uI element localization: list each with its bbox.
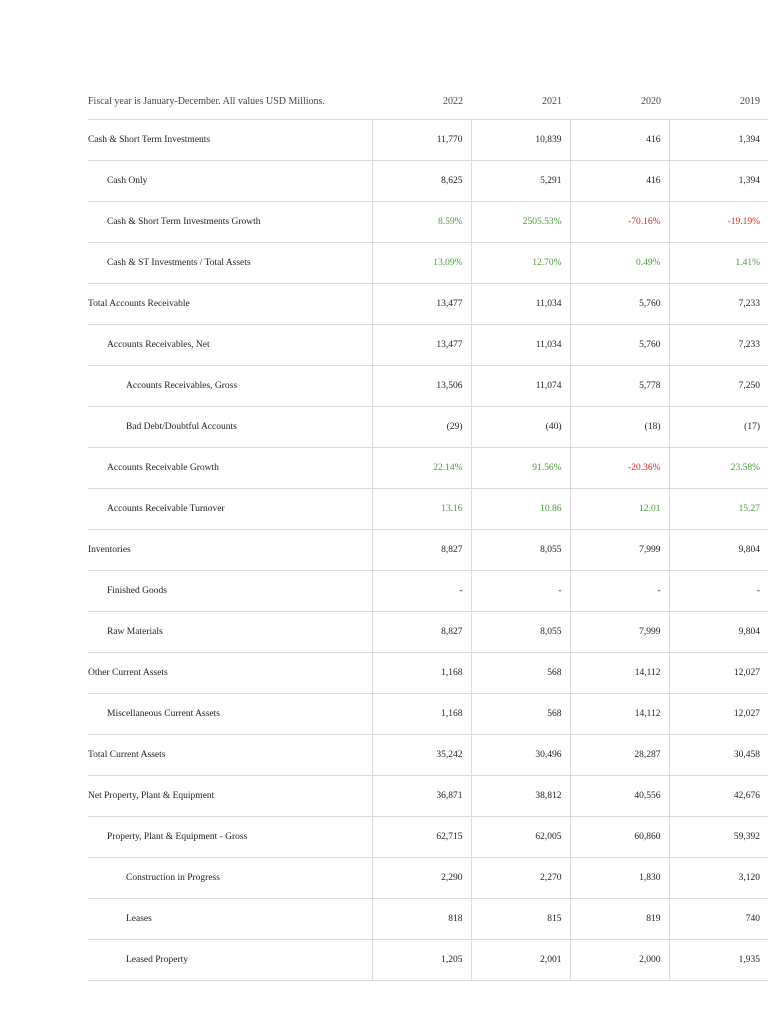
table-row <box>88 161 768 202</box>
value-cell-2020: 5,760 <box>570 325 669 366</box>
value-cell-2022: 13.09% <box>372 243 471 284</box>
value-cell-2022: 13,477 <box>372 325 471 366</box>
row-label: Leases <box>88 899 372 940</box>
value-cell-2020: -70.16% <box>570 202 669 243</box>
row-label: Accounts Receivables, Gross <box>88 366 372 407</box>
value-cell-2020: 5,760 <box>570 284 669 325</box>
table-row <box>88 899 768 940</box>
table-row <box>88 940 768 981</box>
row-label: Leased Property <box>88 940 372 981</box>
value-cell-2020: 416 <box>570 120 669 161</box>
value-cell-2020: 40,556 <box>570 776 669 817</box>
value-cell-2021: 11,034 <box>471 325 570 366</box>
value-cell-2022: 818 <box>372 899 471 940</box>
table-row <box>88 243 768 284</box>
value-cell-2020: 28,287 <box>570 735 669 776</box>
value-cell-2021: 91.56% <box>471 448 570 489</box>
value-cell-2019: - <box>669 571 768 612</box>
row-label: Cash Only <box>88 161 372 202</box>
table-row <box>88 202 768 243</box>
value-cell-2019: 1,394 <box>669 120 768 161</box>
row-label: Raw Materials <box>88 612 372 653</box>
value-cell-2020: 60,860 <box>570 817 669 858</box>
row-label: Bad Debt/Doubtful Accounts <box>88 407 372 448</box>
table-header-row <box>88 84 768 120</box>
value-cell-2021: 11,034 <box>471 284 570 325</box>
value-cell-2019: 23.58% <box>669 448 768 489</box>
value-cell-2021: 10,839 <box>471 120 570 161</box>
value-cell-2021: 30,496 <box>471 735 570 776</box>
value-cell-2020: 0.49% <box>570 243 669 284</box>
value-cell-2021: 38,812 <box>471 776 570 817</box>
row-label: Finished Goods <box>88 571 372 612</box>
value-cell-2020: 12.01 <box>570 489 669 530</box>
value-cell-2022: 8,625 <box>372 161 471 202</box>
row-label: Cash & Short Term Investments Growth <box>88 202 372 243</box>
value-cell-2021: - <box>471 571 570 612</box>
value-cell-2022: 13,506 <box>372 366 471 407</box>
table-row <box>88 366 768 407</box>
value-cell-2020: 819 <box>570 899 669 940</box>
table-row <box>88 817 768 858</box>
value-cell-2021: 568 <box>471 694 570 735</box>
value-cell-2021: 2,001 <box>471 940 570 981</box>
value-cell-2021: 5,291 <box>471 161 570 202</box>
value-cell-2021: (40) <box>471 407 570 448</box>
row-label: Accounts Receivable Growth <box>88 448 372 489</box>
table-row <box>88 735 768 776</box>
value-cell-2019: 7,250 <box>669 366 768 407</box>
table-row <box>88 571 768 612</box>
value-cell-2020: 14,112 <box>570 653 669 694</box>
value-cell-2020: 5,778 <box>570 366 669 407</box>
value-cell-2021: 10.86 <box>471 489 570 530</box>
value-cell-2022: - <box>372 571 471 612</box>
table-row <box>88 120 768 161</box>
year-header-2019: 2019 <box>669 84 768 120</box>
row-label: Inventories <box>88 530 372 571</box>
value-cell-2021: 2505.53% <box>471 202 570 243</box>
value-cell-2022: 35,242 <box>372 735 471 776</box>
fiscal-year-caption: Fiscal year is January-December. All values USD Millions. <box>88 84 372 120</box>
value-cell-2020: 1,830 <box>570 858 669 899</box>
value-cell-2020: 7,999 <box>570 612 669 653</box>
value-cell-2021: 2,270 <box>471 858 570 899</box>
year-header-2022: 2022 <box>372 84 471 120</box>
row-label: Cash & ST Investments / Total Assets <box>88 243 372 284</box>
value-cell-2019: 15.27 <box>669 489 768 530</box>
table-row <box>88 530 768 571</box>
value-cell-2020: - <box>570 571 669 612</box>
row-label: Construction in Progress <box>88 858 372 899</box>
value-cell-2021: 11,074 <box>471 366 570 407</box>
value-cell-2021: 8,055 <box>471 530 570 571</box>
value-cell-2020: 14,112 <box>570 694 669 735</box>
value-cell-2022: 62,715 <box>372 817 471 858</box>
table-row <box>88 325 768 366</box>
row-label: Accounts Receivable Turnover <box>88 489 372 530</box>
value-cell-2019: 12,027 <box>669 694 768 735</box>
table-row <box>88 694 768 735</box>
value-cell-2021: 568 <box>471 653 570 694</box>
value-cell-2019: 1.41% <box>669 243 768 284</box>
value-cell-2019: 1,935 <box>669 940 768 981</box>
year-header-2020: 2020 <box>570 84 669 120</box>
value-cell-2022: 13,477 <box>372 284 471 325</box>
table-body <box>88 120 768 981</box>
value-cell-2022: 8,827 <box>372 612 471 653</box>
table-row <box>88 653 768 694</box>
row-label: Accounts Receivables, Net <box>88 325 372 366</box>
value-cell-2019: 740 <box>669 899 768 940</box>
row-label: Total Current Assets <box>88 735 372 776</box>
value-cell-2022: 8.59% <box>372 202 471 243</box>
value-cell-2021: 8,055 <box>471 612 570 653</box>
row-label: Property, Plant & Equipment - Gross <box>88 817 372 858</box>
value-cell-2019: 3,120 <box>669 858 768 899</box>
value-cell-2022: 11,770 <box>372 120 471 161</box>
row-label: Miscellaneous Current Assets <box>88 694 372 735</box>
value-cell-2022: 1,205 <box>372 940 471 981</box>
value-cell-2019: 12,027 <box>669 653 768 694</box>
table-row <box>88 776 768 817</box>
value-cell-2019: 1,394 <box>669 161 768 202</box>
value-cell-2022: 1,168 <box>372 653 471 694</box>
value-cell-2019: 42,676 <box>669 776 768 817</box>
balance-sheet <box>88 84 768 981</box>
value-cell-2022: 13.16 <box>372 489 471 530</box>
table-row <box>88 448 768 489</box>
row-label: Total Accounts Receivable <box>88 284 372 325</box>
value-cell-2019: -19.19% <box>669 202 768 243</box>
value-cell-2022: 2,290 <box>372 858 471 899</box>
value-cell-2019: 7,233 <box>669 284 768 325</box>
year-header-2021: 2021 <box>471 84 570 120</box>
value-cell-2019: 59,392 <box>669 817 768 858</box>
table-row <box>88 407 768 448</box>
value-cell-2020: -20.36% <box>570 448 669 489</box>
value-cell-2019: (17) <box>669 407 768 448</box>
value-cell-2021: 62,005 <box>471 817 570 858</box>
value-cell-2022: (29) <box>372 407 471 448</box>
value-cell-2022: 8,827 <box>372 530 471 571</box>
value-cell-2022: 1,168 <box>372 694 471 735</box>
row-label: Net Property, Plant & Equipment <box>88 776 372 817</box>
value-cell-2020: 2,000 <box>570 940 669 981</box>
table-row <box>88 489 768 530</box>
value-cell-2019: 7,233 <box>669 325 768 366</box>
row-label: Other Current Assets <box>88 653 372 694</box>
value-cell-2019: 9,804 <box>669 612 768 653</box>
table-row <box>88 284 768 325</box>
value-cell-2022: 36,871 <box>372 776 471 817</box>
value-cell-2022: 22.14% <box>372 448 471 489</box>
value-cell-2019: 30,458 <box>669 735 768 776</box>
value-cell-2019: 9,804 <box>669 530 768 571</box>
table-row <box>88 612 768 653</box>
value-cell-2020: 7,999 <box>570 530 669 571</box>
value-cell-2020: (18) <box>570 407 669 448</box>
value-cell-2020: 416 <box>570 161 669 202</box>
financial-table <box>88 84 768 981</box>
value-cell-2021: 815 <box>471 899 570 940</box>
table-row <box>88 858 768 899</box>
value-cell-2021: 12.70% <box>471 243 570 284</box>
row-label: Cash & Short Term Investments <box>88 120 372 161</box>
